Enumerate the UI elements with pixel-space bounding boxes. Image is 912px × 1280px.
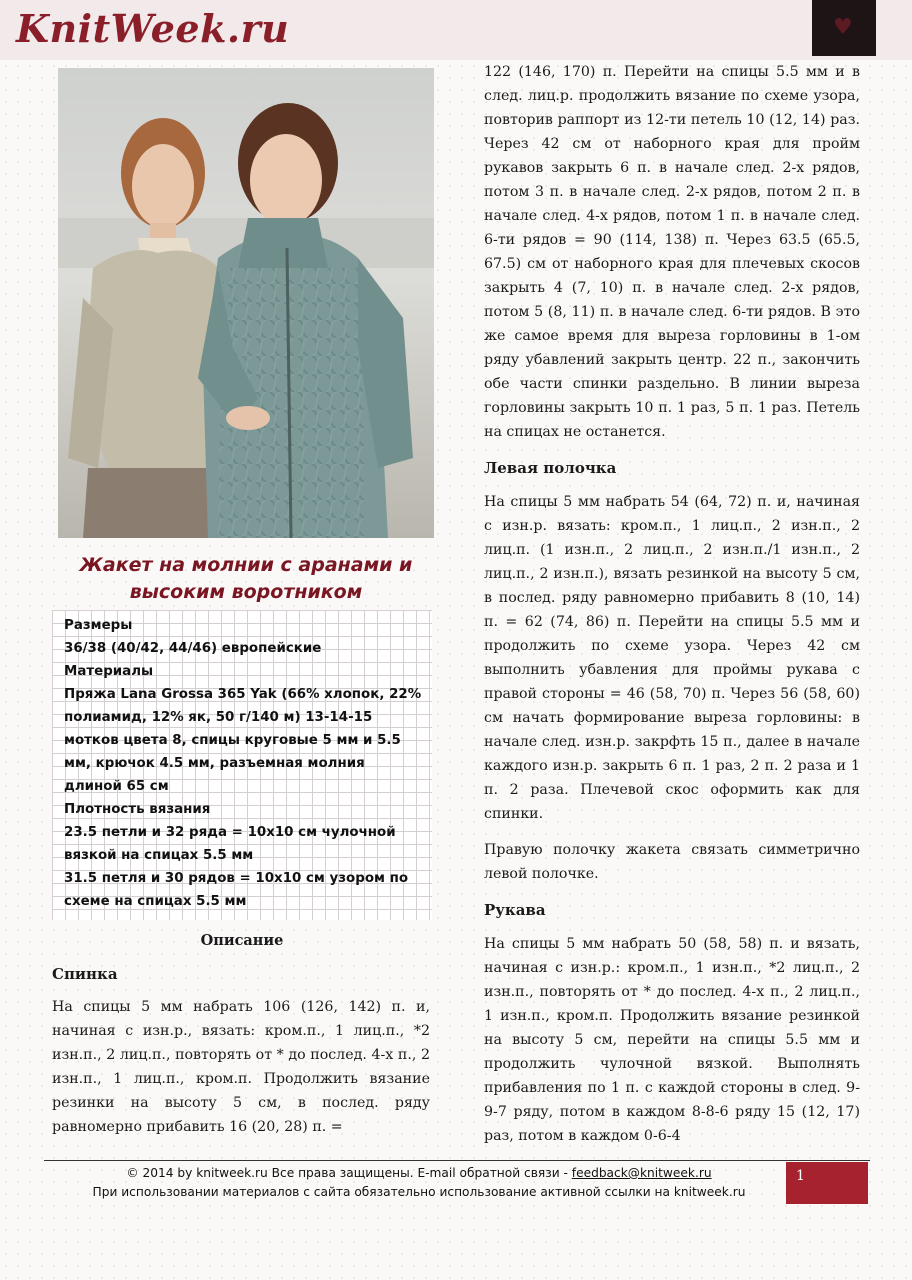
back-continued-paragraph: 122 (146, 170) п. Перейти на спицы 5.5 мм и в след. лиц.р. продолжить вязание по схеме узора, повторив раппорт из 12-ти петель 10 (12, 14) раз. Через 42 см от наборного края для пройм рукавов закрыть 6 п. в начале след. 2-х рядов, потом 3 п. в начале след. 2-х рядов, потом 2 п. в начале след. 4-х рядов, потом 1 п. в начале след. 6-ти рядов = 90 (114, 138) п. Через 63.5 (65.5, 67.5) см от наборного края для плечевых скосов закрыть 4 (7, 10) п. в начале след. 2-х рядов, потом 5 (8, 11) п. в начале след. 6-ти рядов. В это же самое время для выреза горловины в 1-ом ряду убавлений закрыть центр. 22 п., закончить обе части спинки раздельно. В линии выреза горловины закрыть 10 п. 1 раз, 5 п. 1 раз. Петель на спицах не останется. <box>484 64 860 440</box>
footer-divider <box>44 1160 870 1161</box>
model-photo <box>58 68 434 538</box>
sleeves-heading: Рукава <box>484 901 546 919</box>
gauge-pattern: 31.5 петля и 30 рядов = 10x10 см узором по схеме на спицах 5.5 мм <box>64 871 409 909</box>
description-heading: Описание <box>200 932 284 949</box>
gauge-stockinette: 23.5 петли и 32 ряда = 10x10 см чулочной вязкой на спицах 5.5 мм <box>64 825 396 863</box>
copyright-text: © 2014 by knitweek.ru Все права защищены. E-mail обратной связи - <box>126 1166 572 1180</box>
site-logo[interactable]: KnitWeek.ru <box>16 6 290 51</box>
sizes-heading: Размеры <box>64 618 133 633</box>
copyright-line <box>44 1164 794 1183</box>
corner-badge <box>812 0 876 56</box>
left-front-paragraph: На спицы 5 мм набрать 54 (64, 72) п. и, начиная с изн.р. вязать: кром.п., 1 лиц.п., 2 изн.п., 2 лиц.п. (1 изн.п., 2 лиц.п., 2 изн.п./1 изн.п., 2 лиц.п., 2 изн.п.), вязать резинкой на высоту 5 см, в послед. ряду равномерно прибавить 8 (10, 14) п. = 62 (74, 86) п. Перейти на спицы 5.5 мм и продолжить по схеме узора. Через 42 см выполнить убавления для проймы рукава с правой стороны = 46 (58, 70) п. Через 56 (58, 60) см начать формирование выреза горловины: в начале след. изн.р. закрфть 15 п., далее в начале каждого изн.р. закрыть 6 п. 1 раз, 2 п. 2 раза и 1 п. 2 раза. Плечевой скос оформить как для спинки. <box>484 494 860 822</box>
sizes-text: 36/38 (40/42, 44/46) европейские <box>64 641 322 656</box>
footer <box>44 1164 794 1202</box>
materials-text: Пряжа Lana Grossa 365 Yak (66% хлопок, 22% полиамид, 12% як, 50 г/140 м) 13-14-15 мотков цвета 8, спицы круговые 5 мм и 5.5 мм, крючок 4.5 мм, разъемная молния длиной 65 см <box>64 687 422 794</box>
usage-notice: При использовании материалов с сайта обязательно использование активной ссылки на knitweek.ru <box>92 1185 746 1199</box>
page-number: 1 <box>786 1162 868 1204</box>
heart-icon: ♥ <box>833 15 853 40</box>
right-column <box>484 60 860 1148</box>
specs-box <box>52 610 432 920</box>
materials-heading: Материалы <box>64 664 154 679</box>
site-header <box>0 0 912 60</box>
back-heading: Спинка <box>52 965 118 983</box>
back-paragraph: На спицы 5 мм набрать 106 (126, 142) п. и, начиная с изн.р., вязать: кром.п., 1 лиц.п., *2 изн.п., 2 лиц.п., повторять от * до послед. 4-х п., 2 изн.п., 1 лиц.п., кром.п. Продолжить вязание резинки на высоту 5 см, в послед. ряду равномерно прибавить 16 (20, 28) п. = <box>52 999 430 1135</box>
gauge-heading: Плотность вязания <box>64 802 211 817</box>
right-front-paragraph: Правую полочку жакета связать симметрично левой полочке. <box>484 842 860 882</box>
feedback-email-link[interactable]: feedback@knitweek.ru <box>571 1166 712 1180</box>
sleeves-paragraph: На спицы 5 мм набрать 50 (58, 58) п. и вязать, начиная с изн.р.: кром.п., 1 изн.п., *2 лиц.п., 2 изн.п., повторять от * до послед. 4-х п., 2 лиц.п., 1 изн.п., кром.п. Продолжить вязание резинкой на высоту 5 см, перейти на спицы 5.5 мм и продолжить чулочной вязкой. Выполнять прибавления по 1 п. с каждой стороны в след. 9-9-7 ряду, потом в каждом 8-8-6 ряду 15 (12, 17) раз, потом в каждом 0-6-4 <box>484 936 860 1144</box>
left-front-heading: Левая полочка <box>484 459 617 477</box>
document-title: Жакет на молнии с аранами и высоким воротником <box>79 554 413 603</box>
